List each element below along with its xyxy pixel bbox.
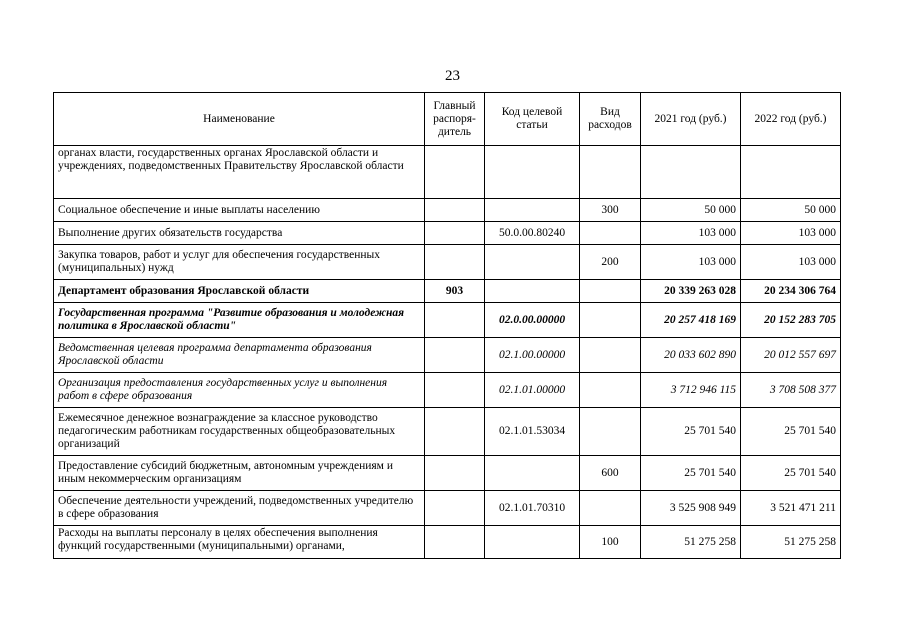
row-2022: 103 000 bbox=[741, 245, 841, 280]
row-2021: 3 712 946 115 bbox=[641, 373, 741, 408]
header-name: Наименование bbox=[54, 93, 425, 146]
row-2022: 3 708 508 377 bbox=[741, 373, 841, 408]
row-type bbox=[580, 222, 641, 245]
row-2021: 20 257 418 169 bbox=[641, 303, 741, 338]
row-2021: 25 701 540 bbox=[641, 408, 741, 456]
row-name: Департамент образования Ярославской области bbox=[54, 280, 425, 303]
row-manager bbox=[425, 456, 485, 491]
table-row bbox=[54, 303, 841, 338]
table-header-row bbox=[54, 93, 841, 146]
row-code bbox=[485, 280, 580, 303]
row-type: 100 bbox=[580, 526, 641, 559]
row-2021: 103 000 bbox=[641, 222, 741, 245]
row-2021: 20 033 602 890 bbox=[641, 338, 741, 373]
row-type bbox=[580, 408, 641, 456]
row-code bbox=[485, 456, 580, 491]
header-year-2021: 2021 год (руб.) bbox=[641, 93, 741, 146]
row-name: Предоставление субсидий бюджетным, автономным учреждениям и иным некоммерческим организациям bbox=[54, 456, 425, 491]
row-name: Организация предоставления государственных услуг и выполнения работ в сфере образования bbox=[54, 373, 425, 408]
header-expense-type: Вид расходов bbox=[580, 93, 641, 146]
row-code bbox=[485, 245, 580, 280]
table-row bbox=[54, 245, 841, 280]
row-2021: 25 701 540 bbox=[641, 456, 741, 491]
row-name: органах власти, государственных органах Ярославской области и учреждениях, подведомственных Правительству Ярославской области bbox=[54, 146, 425, 199]
row-manager: 903 bbox=[425, 280, 485, 303]
row-name: Выполнение других обязательств государства bbox=[54, 222, 425, 245]
row-2022: 20 012 557 697 bbox=[741, 338, 841, 373]
row-manager bbox=[425, 373, 485, 408]
header-manager: Главный распоря-дитель bbox=[425, 93, 485, 146]
row-2022: 3 521 471 211 bbox=[741, 491, 841, 526]
table-row bbox=[54, 199, 841, 222]
header-year-2022: 2022 год (руб.) bbox=[741, 93, 841, 146]
row-2022: 20 152 283 705 bbox=[741, 303, 841, 338]
row-2021 bbox=[641, 146, 741, 199]
row-type: 200 bbox=[580, 245, 641, 280]
header-target-code: Код целевой статьи bbox=[485, 93, 580, 146]
row-manager bbox=[425, 491, 485, 526]
row-code bbox=[485, 526, 580, 559]
row-manager bbox=[425, 222, 485, 245]
table-row bbox=[54, 491, 841, 526]
row-manager bbox=[425, 303, 485, 338]
page-number: 23 bbox=[445, 68, 460, 84]
row-type bbox=[580, 146, 641, 199]
row-manager bbox=[425, 526, 485, 559]
row-code: 02.0.00.00000 bbox=[485, 303, 580, 338]
row-2022: 50 000 bbox=[741, 199, 841, 222]
row-code: 02.1.01.00000 bbox=[485, 373, 580, 408]
row-2022: 103 000 bbox=[741, 222, 841, 245]
table-row bbox=[54, 456, 841, 491]
row-type: 300 bbox=[580, 199, 641, 222]
row-2021: 50 000 bbox=[641, 199, 741, 222]
row-manager bbox=[425, 338, 485, 373]
table-row bbox=[54, 373, 841, 408]
row-code: 02.1.01.53034 bbox=[485, 408, 580, 456]
row-type bbox=[580, 373, 641, 408]
row-2021: 20 339 263 028 bbox=[641, 280, 741, 303]
table-row bbox=[54, 338, 841, 373]
row-code: 02.1.00.00000 bbox=[485, 338, 580, 373]
table-row bbox=[54, 146, 841, 199]
row-name: Государственная программа "Развитие образования и молодежная политика в Ярославской области" bbox=[54, 303, 425, 338]
row-manager bbox=[425, 199, 485, 222]
row-name: Ведомственная целевая программа департамента образования Ярославской области bbox=[54, 338, 425, 373]
table-row bbox=[54, 526, 841, 559]
row-code: 50.0.00.80240 bbox=[485, 222, 580, 245]
row-manager bbox=[425, 408, 485, 456]
row-type: 600 bbox=[580, 456, 641, 491]
row-type bbox=[580, 338, 641, 373]
row-2022 bbox=[741, 146, 841, 199]
row-code bbox=[485, 146, 580, 199]
table-row bbox=[54, 222, 841, 245]
row-name: Закупка товаров, работ и услуг для обеспечения государственных (муниципальных) нужд bbox=[54, 245, 425, 280]
row-2022: 25 701 540 bbox=[741, 456, 841, 491]
row-2021: 3 525 908 949 bbox=[641, 491, 741, 526]
row-code bbox=[485, 199, 580, 222]
row-2022: 51 275 258 bbox=[741, 526, 841, 559]
row-manager bbox=[425, 146, 485, 199]
row-manager bbox=[425, 245, 485, 280]
row-name: Расходы на выплаты персоналу в целях обеспечения выполнения функций государственными (муниципальными) органами, bbox=[54, 526, 425, 559]
table-row bbox=[54, 408, 841, 456]
row-name: Ежемесячное денежное вознаграждение за классное руководство педагогическим работникам государственных общеобразовательных организаций bbox=[54, 408, 425, 456]
budget-table bbox=[53, 92, 841, 559]
row-2021: 103 000 bbox=[641, 245, 741, 280]
row-name: Обеспечение деятельности учреждений, подведомственных учредителю в сфере образования bbox=[54, 491, 425, 526]
table-row bbox=[54, 280, 841, 303]
row-2021: 51 275 258 bbox=[641, 526, 741, 559]
row-2022: 20 234 306 764 bbox=[741, 280, 841, 303]
row-name: Социальное обеспечение и иные выплаты населению bbox=[54, 199, 425, 222]
row-2022: 25 701 540 bbox=[741, 408, 841, 456]
row-type bbox=[580, 280, 641, 303]
row-code: 02.1.01.70310 bbox=[485, 491, 580, 526]
row-type bbox=[580, 491, 641, 526]
row-type bbox=[580, 303, 641, 338]
